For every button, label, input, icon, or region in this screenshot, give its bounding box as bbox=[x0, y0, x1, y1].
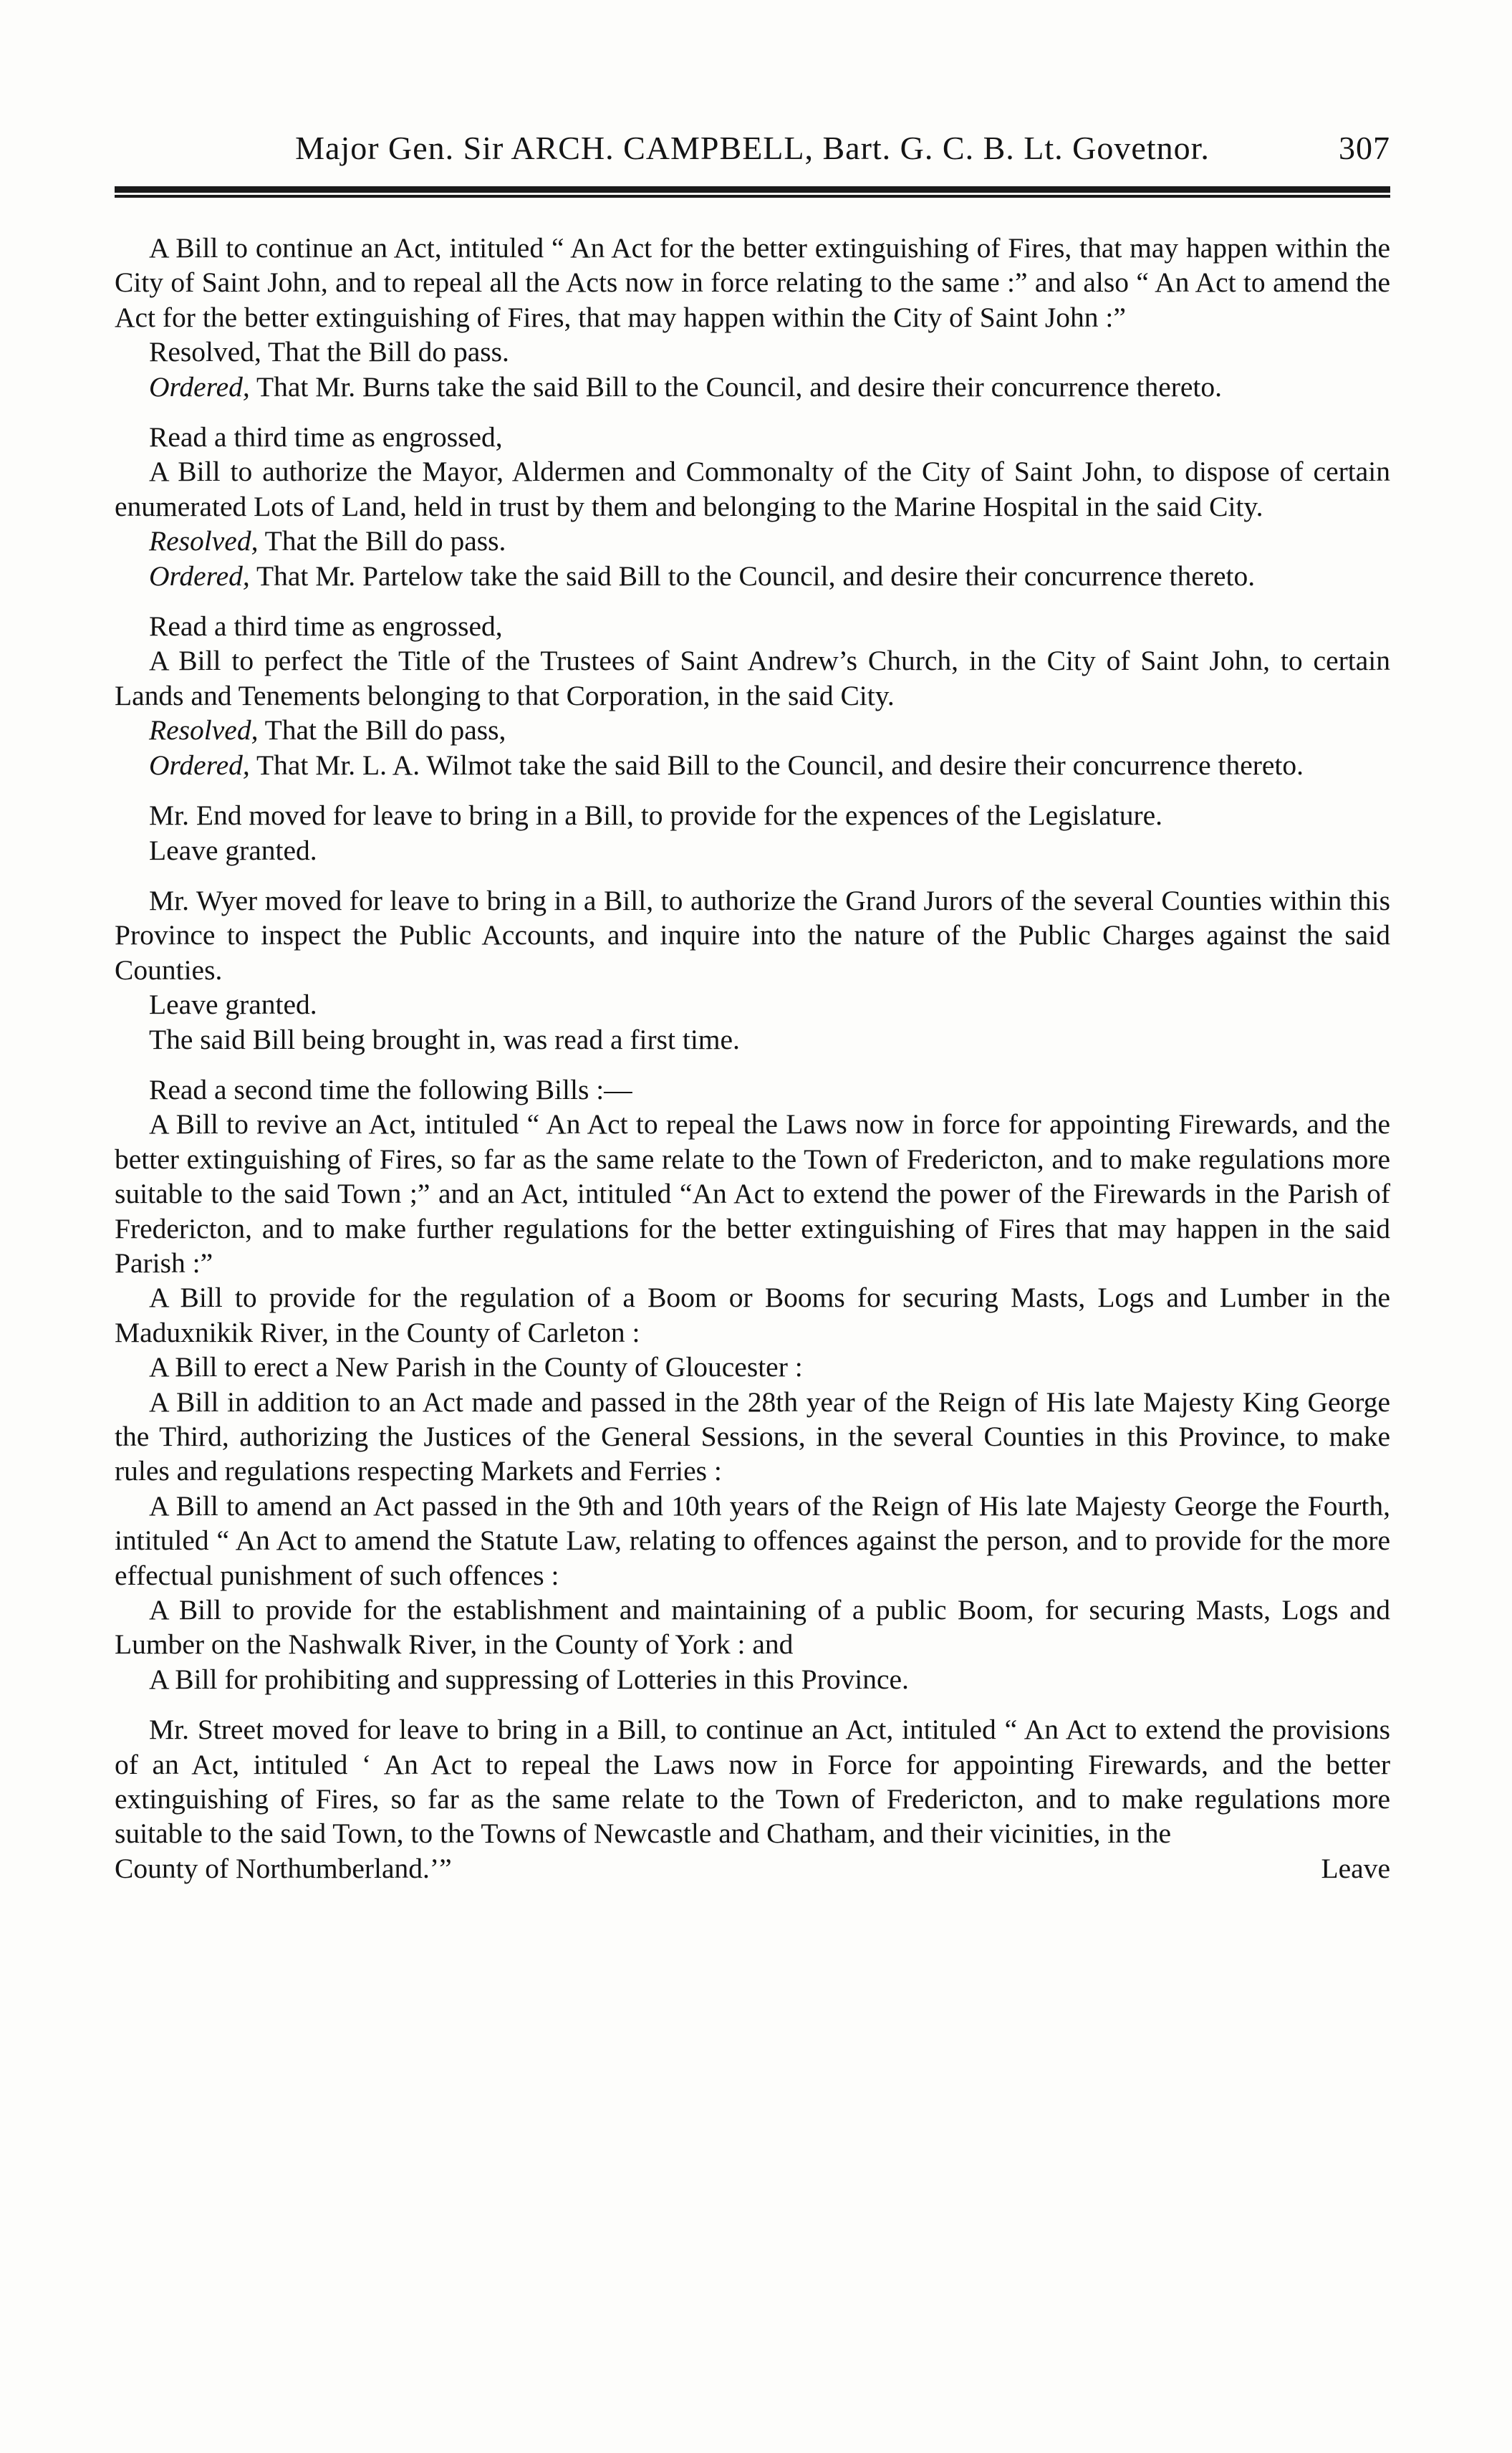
header-title: Major Gen. Sir ARCH. CAMPBELL, Bart. G. C. B. Lt. Govetnor. bbox=[295, 130, 1210, 166]
paragraph-lead: Ordered, bbox=[149, 560, 250, 592]
header-rule bbox=[115, 186, 1390, 195]
paragraph: Read a third time as engrossed, bbox=[149, 421, 503, 453]
paragraph: The said Bill being brought in, was read a first time. bbox=[149, 1023, 740, 1055]
paragraph-lead: Ordered, bbox=[149, 749, 250, 781]
paragraph-end: County of Northumberland.’” bbox=[115, 1852, 452, 1884]
paragraph: A Bill to erect a New Parish in the County of Gloucester : bbox=[149, 1351, 803, 1383]
paragraph-lead: Ordered, bbox=[149, 370, 250, 403]
paragraph: Ordered, That Mr. Partelow take the said Bill to the Council, and desire their concurrence thereto. bbox=[149, 560, 1256, 592]
paragraph: Read a second time the following Bills :— bbox=[149, 1073, 632, 1105]
paragraph: A Bill to amend an Act passed in the 9th and 10th years of the Reign of His late Majesty George the Fourth, intituled “ An Act to amend the Statute Law, relating to offences against the person, and to provide for the more effectual punishment of such offences : bbox=[115, 1489, 1390, 1591]
page-number: 307 bbox=[1339, 130, 1390, 166]
paragraph: A Bill to authorize the Mayor, Aldermen and Commonalty of the City of Saint John, to dispose of certain enumerated Lots of Land, held in trust by them and belonging to the Marine Hospital in the said City. bbox=[115, 456, 1390, 522]
paragraph: A Bill to provide for the establishment and maintaining of a public Boom, for securing Masts, Logs and Lumber on the Nashwalk River, in the County of York : and bbox=[115, 1594, 1390, 1661]
paragraph: Resolved, That the Bill do pass. bbox=[149, 525, 506, 557]
paragraph: A Bill to perfect the Title of the Trustees of Saint Andrew’s Church, in the City of Saint John, to certain Lands and Tenements belonging to that Corporation, in the said City. bbox=[115, 645, 1390, 711]
paragraph: A Bill to provide for the regulation of a Boom or Booms for securing Masts, Logs and Lumber in the Maduxnikik River, in the County of Carleton : bbox=[115, 1282, 1390, 1348]
journal-body bbox=[115, 231, 1390, 1886]
paragraph: Ordered, That Mr. Burns take the said Bill to the Council, and desire their concurrence thereto. bbox=[149, 370, 1223, 403]
paragraph: A Bill to revive an Act, intituled “ An Act to repeal the Laws now in force for appointing Firewards, and the better extinguishing of Fires, so far as the same relate to the Town of Fredericton, and to make regulations more suitable to the said Town ;” and an Act, intituled “An Act to extend the power of the Firewards in the Parish of Fredericton, and to make further regulations for the better extinguishing of Fires that may happen in the said Parish :” bbox=[115, 1108, 1390, 1279]
paragraph: Mr. Street moved for leave to bring in a Bill, to continue an Act, intituled “ An Act to extend the provisions of an Act, intituled ‘ An Act to repeal the Laws now in Force for appointing Firewards, and the better extinguishing of Fires, so far as the same relate to the Town of Fredericton, and to make regulations more suitable to the said Town, to the Towns of Newcastle and Chatham, and their vicinities, in the bbox=[115, 1714, 1390, 1850]
paragraph: Mr. End moved for leave to bring in a Bill, to provide for the expences of the Legislature. bbox=[149, 800, 1163, 832]
catchword: Leave bbox=[1321, 1852, 1390, 1884]
paragraph: A Bill for prohibiting and suppressing of Lotteries in this Province. bbox=[149, 1663, 909, 1695]
final-line bbox=[115, 1851, 1390, 1886]
paragraph-lead: Resolved, bbox=[149, 525, 259, 557]
paragraph: A Bill in addition to an Act made and passed in the 28th year of the Reign of His late Majesty King George the Third, authorizing the Justices of the General Sessions, in the several Counties in this Province, to make rules and regulations respecting Markets and Ferries : bbox=[115, 1386, 1390, 1487]
paragraph: Read a third time as engrossed, bbox=[149, 610, 503, 643]
paragraph: Resolved, That the Bill do pass. bbox=[149, 336, 509, 368]
paragraph: Ordered, That Mr. L. A. Wilmot take the said Bill to the Council, and desire their concurrence thereto. bbox=[149, 749, 1304, 781]
paragraph-lead: Resolved, bbox=[149, 714, 259, 747]
running-header bbox=[115, 129, 1390, 172]
paragraph: Leave granted. bbox=[149, 834, 317, 866]
paragraph: Resolved, That the Bill do pass, bbox=[149, 714, 506, 747]
paragraph: Mr. Wyer moved for leave to bring in a Bill, to authorize the Grand Jurors of the several Counties within this Province to inspect the Public Accounts, and inquire into the nature of the Public Charges against the said Counties. bbox=[115, 884, 1390, 986]
paragraph: Leave granted. bbox=[149, 989, 317, 1021]
paragraph: A Bill to continue an Act, intituled “ An Act for the better extinguishing of Fires, that may happen within the City of Saint John, and to repeal all the Acts now in force relating to the same :” and also “ An Act to amend the Act for the better extinguishing of Fires, that may happen within the City of Saint John :” bbox=[115, 232, 1390, 333]
